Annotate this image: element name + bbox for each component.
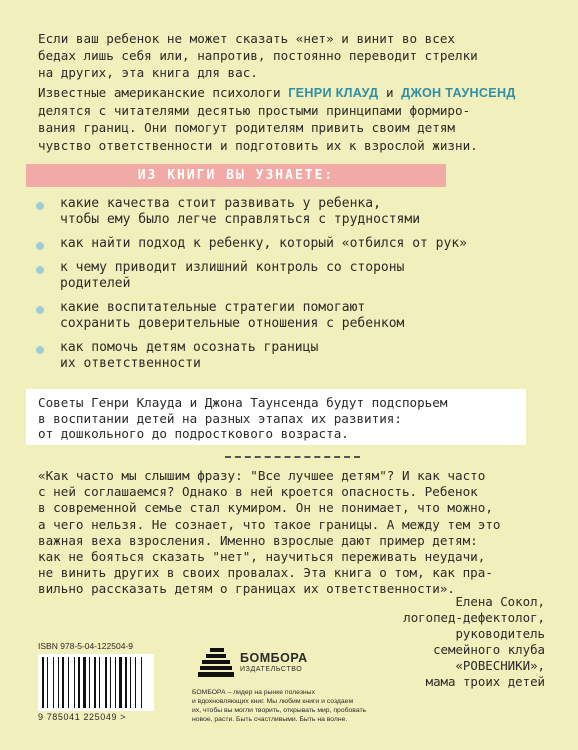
desc-line: вания границ. Они помогут родителям привить своим детям [38, 120, 456, 136]
barcode-bar [83, 657, 86, 708]
dashed-divider [225, 456, 360, 458]
barcode-bar [74, 657, 75, 708]
author-line: руководитель [455, 626, 545, 641]
quote-line: с ней соглашаемся? Однако в ней кроется опасность. Ребенок [38, 484, 478, 500]
author-line: семейного клуба [433, 642, 545, 657]
advice-box [26, 389, 526, 445]
publisher-desc-line: их, чтобы вы могли творить, открывать мир, пробовать [192, 707, 367, 714]
barcode-bar [132, 657, 134, 708]
barcode-bar [76, 657, 77, 708]
list-item [36, 300, 548, 332]
publisher-desc-line: новое, расти. Быть счастливыми. Быть на волне. [192, 716, 348, 723]
list-item-line: какие воспитательные стратегии помогают [60, 300, 366, 315]
barcode-bar [141, 657, 142, 708]
barcode-bar [117, 657, 118, 708]
barcode-bar [55, 657, 57, 708]
barcode-bar [123, 657, 124, 708]
quote-line: важная веха взросления. Именно взрослые дают пример детям: [38, 532, 478, 548]
barcode-bar [89, 657, 90, 708]
list-item-line: какие качества стоит развивать у ребенка, [60, 196, 381, 211]
intro-line: на других, эта книга для вас. [38, 65, 258, 81]
barcode-bar [128, 657, 129, 708]
publisher-desc-line: БОМБОРА – лидер на рынке полезных [192, 689, 315, 696]
learn-list [36, 196, 548, 380]
list-item [36, 340, 548, 372]
list-item-line: к чему приводит излишний контроль со стороны [60, 260, 405, 275]
barcode-bar [112, 657, 114, 708]
barcode-bar [47, 657, 48, 708]
barcode-bar [99, 657, 100, 708]
author-name-cloud: ГЕНРИ КЛАУД [288, 86, 379, 100]
barcode-bar [97, 657, 98, 708]
barcode-bar [62, 657, 64, 708]
intro-paragraph [38, 30, 548, 82]
barcode-bar [108, 657, 109, 708]
list-item-line: как помочь детям осознать границы [60, 340, 319, 355]
author-line: логопед-дефектолог, [403, 610, 545, 625]
review-quote [38, 468, 548, 598]
list-item-line: чтобы ему было легче справляться с трудностями [60, 212, 421, 227]
intro-line: бедах лишь себя или, напротив, постоянно переводит стрелки [38, 48, 478, 64]
barcode-bar [143, 657, 145, 708]
list-item [36, 236, 548, 252]
advice-line: от дошкольного до подросткового возраста. [38, 426, 349, 441]
publisher-description [192, 688, 402, 724]
learn-banner-title: ИЗ КНИГИ ВЫ УЗНАЕТЕ: [137, 168, 335, 183]
list-item-line: родителей [60, 276, 131, 291]
list-item [36, 196, 548, 228]
publisher-name: БОМБОРА [240, 651, 308, 665]
barcode-bars [38, 654, 154, 711]
author-name-townsend: ДЖОН ТАУНСЕНД [401, 86, 516, 100]
bullet-dot-icon [36, 346, 44, 354]
author-line: мама троих детей [425, 674, 545, 689]
publisher-subtitle: ИЗДАТЕЛЬСТВО [240, 666, 303, 673]
barcode [38, 641, 154, 722]
barcode-bar [87, 657, 88, 708]
publisher-logo-icon [196, 644, 236, 684]
barcode-bar [65, 657, 67, 708]
barcode-bar [49, 657, 52, 708]
barcode-bar [68, 657, 69, 708]
barcode-bar [70, 657, 73, 708]
bullet-dot-icon [36, 266, 44, 274]
author-line: Елена Сокол, [455, 594, 545, 609]
quote-author [403, 594, 545, 690]
barcode-bar [42, 657, 44, 708]
bullet-dot-icon [36, 202, 44, 210]
advice-line: Советы Генри Клауда и Джона Таунсенда будут подспорьем [38, 395, 448, 410]
barcode-bar [58, 657, 59, 708]
list-item-line: сохранить доверительные отношения с ребенком [60, 316, 405, 331]
bullet-dot-icon [36, 242, 44, 250]
list-item [36, 260, 548, 292]
learn-banner [26, 164, 446, 187]
barcode-bar [135, 657, 136, 708]
barcode-bar [119, 657, 122, 708]
advice-line: в воспитании детей на разных этапах их развития: [38, 410, 402, 426]
author-line: «РОВЕСНИКИ», [455, 658, 545, 673]
barcode-bar [53, 657, 54, 708]
quote-line: как не бояться сказать "нет", научиться переживать неудачи, [38, 549, 486, 565]
list-item-line: как найти подход к ребенку, который «отбился от рук» [60, 236, 467, 251]
barcode-bar [137, 657, 140, 708]
barcode-bar [45, 657, 46, 708]
barcode-bar [60, 657, 61, 708]
quote-line: вильно рассказать детям о границах их ответственности». [38, 581, 456, 597]
barcode-bar [101, 657, 104, 708]
barcode-bar [91, 657, 93, 708]
desc-line: чувство ответственности и подготовить их к взрослой жизни. [38, 137, 478, 153]
barcode-bar [94, 657, 96, 708]
barcode-digits: 9 785041 225049 > [38, 712, 127, 722]
desc-line: делятся с читателями десятью простыми принципами формиро- [38, 103, 471, 119]
barcode-bar [125, 657, 127, 708]
intro-line: Если ваш ребенок не может сказать «нет» и винит во всех [38, 31, 456, 46]
barcode-bar [105, 657, 107, 708]
barcode-bar [81, 657, 82, 708]
barcode-bar [110, 657, 111, 708]
quote-line: в современной семье стал кумиром. Он не понимает, что можно, [38, 500, 493, 516]
desc-line-authors [38, 84, 548, 102]
list-item-line: их ответственности [60, 356, 201, 371]
bullet-dot-icon [36, 306, 44, 314]
barcode-bar [130, 657, 131, 708]
barcode-bar [115, 657, 116, 708]
desc-text: и [378, 85, 402, 100]
barcode-bar [78, 657, 80, 708]
quote-line: а чего нельзя. Не сознает, что такое границы. А между тем это [38, 516, 501, 532]
isbn-text: ISBN 978-5-04-122504-9 [38, 641, 133, 651]
quote-line: «Как часто мы слышим фразу: "Все лучшее детям"? И как часто [38, 468, 486, 483]
publisher-desc-line: и вдохновляющих книг. Мы любим книги и создаем [192, 698, 354, 705]
description-paragraph [38, 84, 548, 154]
quote-line: не винить других в своих провалах. Эта книга о том, как пра- [38, 565, 493, 581]
desc-text: Известные американские психологи [38, 85, 289, 100]
